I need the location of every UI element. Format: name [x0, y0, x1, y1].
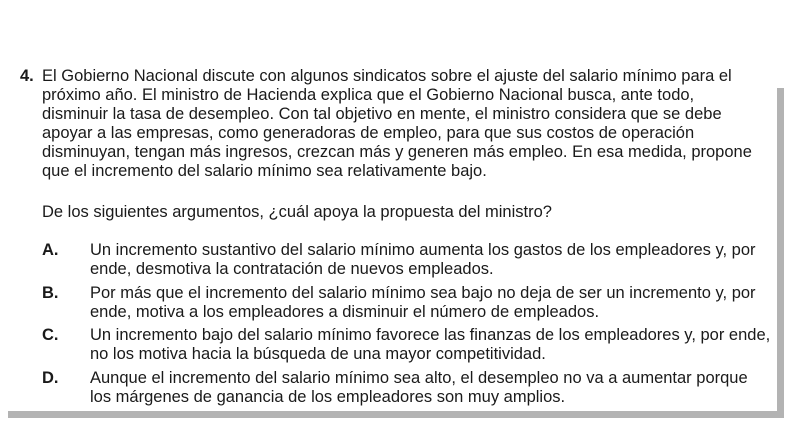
- question-number: 4.: [20, 67, 34, 85]
- option-line: Un incremento sustantivo del salario mínimo aumenta los gastos de los empleadores y, por: [90, 241, 756, 259]
- question-prompt: De los siguientes argumentos, ¿cuál apoya la propuesta del ministro?: [42, 203, 552, 221]
- option-text: [90, 241, 775, 279]
- option-text: [90, 284, 775, 322]
- option-line: ende, motiva a los empleadores a disminuir el número de empleados.: [90, 303, 600, 321]
- option-line: Un incremento bajo del salario mínimo favorece las finanzas de los empleadores y, por ende,: [90, 326, 771, 344]
- question-stem: [42, 67, 772, 181]
- stem-line: disminuir la tasa de desempleo. Con tal objetivo en mente, el ministro considera que se debe: [42, 105, 722, 123]
- option-line: los márgenes de ganancia de los empleadores son muy amplios.: [90, 388, 566, 406]
- stem-line: apoyar a las empresas, como generadoras de empleo, para que sus costos de operación: [42, 124, 695, 142]
- option-letter: C.: [42, 326, 59, 344]
- option-letter: D.: [42, 369, 59, 387]
- stem-line: próximo año. El ministro de Hacienda explica que el Gobierno Nacional busca, ante todo,: [42, 86, 695, 104]
- option-line: Aunque el incremento del salario mínimo sea alto, el desempleo no va a aumentar porque: [90, 369, 748, 387]
- option-line: ende, desmotiva la contratación de nuevos empleados.: [90, 260, 494, 278]
- option-line: no los motiva hacia la búsqueda de una mayor competitividad.: [90, 345, 546, 363]
- card-border-right: [777, 88, 784, 418]
- option-line: Por más que el incremento del salario mínimo sea bajo no deja de ser un incremento y, por: [90, 284, 756, 302]
- option-text: [90, 326, 775, 364]
- stem-line: que el incremento del salario mínimo sea relativamente bajo.: [42, 162, 487, 180]
- stem-line: disminuyan, tengan más ingresos, crezcan más y generen más empleo. En esa medida, propone: [42, 143, 752, 161]
- stem-line: El Gobierno Nacional discute con algunos sindicatos sobre el ajuste del salario mínimo para el: [42, 67, 732, 85]
- option-text: [90, 369, 775, 407]
- option-letter: B.: [42, 284, 59, 302]
- card-border-bottom: [8, 411, 784, 418]
- option-letter: A.: [42, 241, 59, 259]
